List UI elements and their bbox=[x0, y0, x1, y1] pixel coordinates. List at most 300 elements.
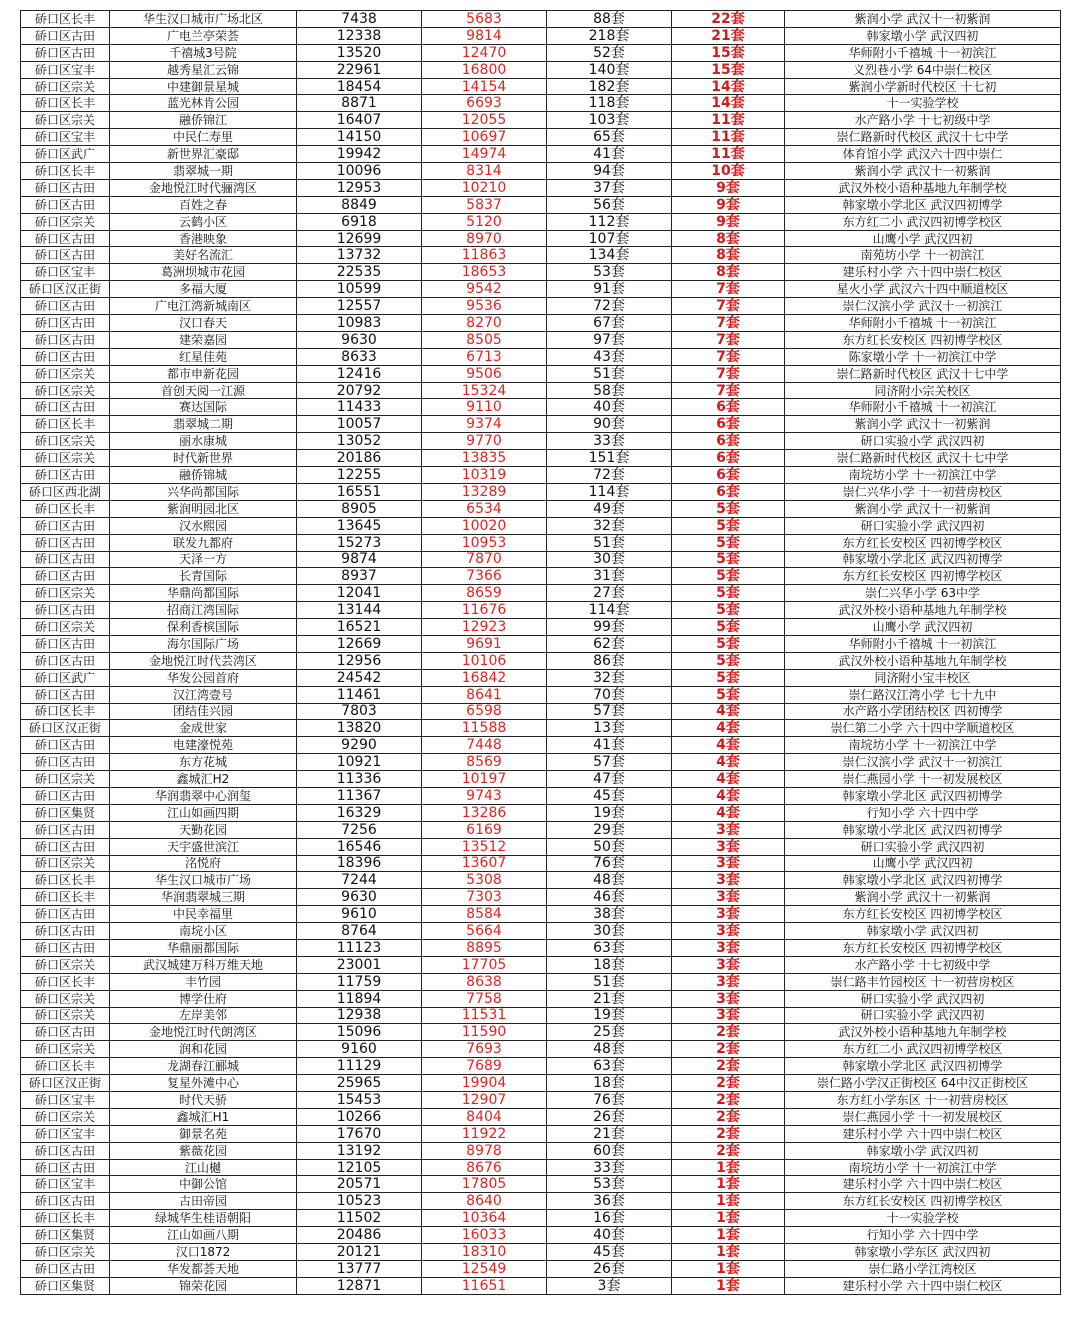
listing-count-cell: 30套 bbox=[547, 923, 672, 940]
recent-deals-cell: 5套 bbox=[672, 500, 785, 517]
listing-price-cell: 7803 bbox=[297, 703, 422, 720]
recent-deals-cell: 11套 bbox=[672, 146, 785, 163]
table-row bbox=[21, 27, 1061, 44]
recent-deals-cell: 4套 bbox=[672, 754, 785, 771]
listing-price-cell: 14150 bbox=[297, 129, 422, 146]
listing-count-cell: 53套 bbox=[547, 264, 672, 281]
deal-price-cell: 8978 bbox=[422, 1142, 547, 1159]
deal-price-cell: 9374 bbox=[422, 416, 547, 433]
table-row bbox=[21, 923, 1061, 940]
deal-price-cell: 17705 bbox=[422, 956, 547, 973]
listing-price-cell: 11123 bbox=[297, 939, 422, 956]
community-cell: 中民幸福里 bbox=[110, 906, 297, 923]
district-cell: 硚口区古田 bbox=[21, 348, 110, 365]
deal-price-cell: 7758 bbox=[422, 990, 547, 1007]
school-district-cell: 紫润小学 武汉十一初紫润 bbox=[785, 163, 1061, 180]
recent-deals-cell: 1套 bbox=[672, 1176, 785, 1193]
table-row bbox=[21, 1058, 1061, 1075]
recent-deals-cell: 6套 bbox=[672, 399, 785, 416]
district-cell: 硚口区古田 bbox=[21, 635, 110, 652]
deal-price-cell: 8270 bbox=[422, 315, 547, 332]
listing-count-cell: 97套 bbox=[547, 331, 672, 348]
community-cell: 中建御景星城 bbox=[110, 78, 297, 95]
listing-count-cell: 47套 bbox=[547, 771, 672, 788]
recent-deals-cell: 5套 bbox=[672, 517, 785, 534]
listing-count-cell: 41套 bbox=[547, 146, 672, 163]
table-row bbox=[21, 264, 1061, 281]
listing-price-cell: 13777 bbox=[297, 1260, 422, 1277]
district-cell: 硚口区宗关 bbox=[21, 1108, 110, 1125]
school-district-cell: 东方红长安校区 四初博学校区 bbox=[785, 1193, 1061, 1210]
deal-price-cell: 7693 bbox=[422, 1041, 547, 1058]
table-row bbox=[21, 281, 1061, 298]
deal-price-cell: 13607 bbox=[422, 855, 547, 872]
deal-price-cell: 9770 bbox=[422, 433, 547, 450]
deal-price-cell: 11531 bbox=[422, 1007, 547, 1024]
recent-deals-cell: 5套 bbox=[672, 635, 785, 652]
table-row bbox=[21, 669, 1061, 686]
district-cell: 硚口区宗关 bbox=[21, 365, 110, 382]
recent-deals-cell: 1套 bbox=[672, 1244, 785, 1261]
school-district-cell: 研口实验小学 武汉四初 bbox=[785, 990, 1061, 1007]
community-cell: 复星外滩中心 bbox=[110, 1075, 297, 1092]
listing-price-cell: 7438 bbox=[297, 11, 422, 28]
recent-deals-cell: 6套 bbox=[672, 450, 785, 467]
listing-count-cell: 90套 bbox=[547, 416, 672, 433]
listing-price-cell: 18454 bbox=[297, 78, 422, 95]
community-cell: 华润翡翠中心润玺 bbox=[110, 787, 297, 804]
table-row bbox=[21, 889, 1061, 906]
school-district-cell: 南苑坊小学 十一初滨江 bbox=[785, 247, 1061, 264]
community-cell: 兴华尚都国际 bbox=[110, 483, 297, 500]
deal-price-cell: 9814 bbox=[422, 27, 547, 44]
community-cell: 都市申新花园 bbox=[110, 365, 297, 382]
table-row bbox=[21, 1227, 1061, 1244]
deal-price-cell: 18653 bbox=[422, 264, 547, 281]
school-district-cell: 紫润小学 武汉十一初紫润 bbox=[785, 889, 1061, 906]
listing-price-cell: 8764 bbox=[297, 923, 422, 940]
district-cell: 硚口区古田 bbox=[21, 1260, 110, 1277]
recent-deals-cell: 4套 bbox=[672, 737, 785, 754]
table-row bbox=[21, 196, 1061, 213]
recent-deals-cell: 6套 bbox=[672, 416, 785, 433]
listing-price-cell: 12416 bbox=[297, 365, 422, 382]
listing-price-cell: 20186 bbox=[297, 450, 422, 467]
school-district-cell: 星火小学 武汉六十四中顺道校区 bbox=[785, 281, 1061, 298]
district-cell: 硚口区古田 bbox=[21, 27, 110, 44]
district-cell: 硚口区古田 bbox=[21, 568, 110, 585]
district-cell: 硚口区长丰 bbox=[21, 973, 110, 990]
deal-price-cell: 8641 bbox=[422, 686, 547, 703]
district-cell: 硚口区宗关 bbox=[21, 382, 110, 399]
community-cell: 中御公馆 bbox=[110, 1176, 297, 1193]
district-cell: 硚口区古田 bbox=[21, 754, 110, 771]
listing-price-cell: 8905 bbox=[297, 500, 422, 517]
community-cell: 长青国际 bbox=[110, 568, 297, 585]
community-cell: 百姓之春 bbox=[110, 196, 297, 213]
table-row bbox=[21, 838, 1061, 855]
community-cell: 融侨锦江 bbox=[110, 112, 297, 129]
listing-price-cell: 12338 bbox=[297, 27, 422, 44]
deal-price-cell: 5837 bbox=[422, 196, 547, 213]
school-district-cell: 崇仁路新时代校区 武汉十七中学 bbox=[785, 365, 1061, 382]
listing-price-cell: 18396 bbox=[297, 855, 422, 872]
table-row bbox=[21, 804, 1061, 821]
school-district-cell: 崇仁路新时代校区 武汉十七中学 bbox=[785, 129, 1061, 146]
community-cell: 天宇盛世滨江 bbox=[110, 838, 297, 855]
listing-count-cell: 51套 bbox=[547, 973, 672, 990]
deal-price-cell: 10106 bbox=[422, 652, 547, 669]
listing-price-cell: 12953 bbox=[297, 179, 422, 196]
listing-count-cell: 16套 bbox=[547, 1210, 672, 1227]
table-row bbox=[21, 450, 1061, 467]
listing-price-cell: 15096 bbox=[297, 1024, 422, 1041]
school-district-cell: 东方红二小 武汉四初博学校区 bbox=[785, 213, 1061, 230]
recent-deals-cell: 2套 bbox=[672, 1142, 785, 1159]
recent-deals-cell: 7套 bbox=[672, 298, 785, 315]
table-row bbox=[21, 517, 1061, 534]
district-cell: 硚口区宝丰 bbox=[21, 1125, 110, 1142]
recent-deals-cell: 2套 bbox=[672, 1092, 785, 1109]
table-row bbox=[21, 146, 1061, 163]
community-cell: 天勤花园 bbox=[110, 821, 297, 838]
district-cell: 硚口区长丰 bbox=[21, 500, 110, 517]
table-row bbox=[21, 11, 1061, 28]
table-row bbox=[21, 315, 1061, 332]
community-cell: 润和花园 bbox=[110, 1041, 297, 1058]
listing-price-cell: 11894 bbox=[297, 990, 422, 1007]
listing-count-cell: 88套 bbox=[547, 11, 672, 28]
school-district-cell: 十一实验学校 bbox=[785, 1210, 1061, 1227]
listing-count-cell: 56套 bbox=[547, 196, 672, 213]
district-cell: 硚口区古田 bbox=[21, 923, 110, 940]
table-row bbox=[21, 348, 1061, 365]
district-cell: 硚口区古田 bbox=[21, 838, 110, 855]
community-cell: 汉水熙园 bbox=[110, 517, 297, 534]
recent-deals-cell: 7套 bbox=[672, 348, 785, 365]
table-row bbox=[21, 737, 1061, 754]
listing-count-cell: 94套 bbox=[547, 163, 672, 180]
listing-price-cell: 8633 bbox=[297, 348, 422, 365]
deal-price-cell: 13289 bbox=[422, 483, 547, 500]
recent-deals-cell: 14套 bbox=[672, 78, 785, 95]
listing-count-cell: 114套 bbox=[547, 602, 672, 619]
community-cell: 丰竹园 bbox=[110, 973, 297, 990]
recent-deals-cell: 8套 bbox=[672, 264, 785, 281]
deal-price-cell: 16842 bbox=[422, 669, 547, 686]
recent-deals-cell: 4套 bbox=[672, 720, 785, 737]
community-cell: 紫薇花园 bbox=[110, 1142, 297, 1159]
listing-count-cell: 60套 bbox=[547, 1142, 672, 1159]
listing-price-cell: 11461 bbox=[297, 686, 422, 703]
community-cell: 广电江湾新城南区 bbox=[110, 298, 297, 315]
community-cell: 香港映象 bbox=[110, 230, 297, 247]
district-cell: 硚口区古田 bbox=[21, 686, 110, 703]
table-row bbox=[21, 686, 1061, 703]
listing-count-cell: 86套 bbox=[547, 652, 672, 669]
deal-price-cell: 6598 bbox=[422, 703, 547, 720]
school-district-cell: 东方红长安校区 四初博学校区 bbox=[785, 906, 1061, 923]
listing-count-cell: 27套 bbox=[547, 585, 672, 602]
community-cell: 多福大厦 bbox=[110, 281, 297, 298]
community-cell: 中民仁寿里 bbox=[110, 129, 297, 146]
district-cell: 硚口区古田 bbox=[21, 399, 110, 416]
listing-count-cell: 32套 bbox=[547, 669, 672, 686]
deal-price-cell: 8584 bbox=[422, 906, 547, 923]
table-row bbox=[21, 500, 1061, 517]
deal-price-cell: 10319 bbox=[422, 467, 547, 484]
district-cell: 硚口区长丰 bbox=[21, 95, 110, 112]
listing-price-cell: 16546 bbox=[297, 838, 422, 855]
community-cell: 新世界汇豪邸 bbox=[110, 146, 297, 163]
recent-deals-cell: 15套 bbox=[672, 61, 785, 78]
deal-price-cell: 11863 bbox=[422, 247, 547, 264]
community-cell: 金成世家 bbox=[110, 720, 297, 737]
deal-price-cell: 6713 bbox=[422, 348, 547, 365]
deal-price-cell: 13835 bbox=[422, 450, 547, 467]
community-cell: 天泽一方 bbox=[110, 551, 297, 568]
listing-price-cell: 13820 bbox=[297, 720, 422, 737]
listing-price-cell: 9874 bbox=[297, 551, 422, 568]
community-cell: 东方花城 bbox=[110, 754, 297, 771]
table-row bbox=[21, 720, 1061, 737]
school-district-cell: 崇仁路小学江湾校区 bbox=[785, 1260, 1061, 1277]
recent-deals-cell: 6套 bbox=[672, 483, 785, 500]
community-cell: 越秀星汇云锦 bbox=[110, 61, 297, 78]
recent-deals-cell: 6套 bbox=[672, 467, 785, 484]
district-cell: 硚口区古田 bbox=[21, 602, 110, 619]
district-cell: 硚口区古田 bbox=[21, 1142, 110, 1159]
listing-count-cell: 38套 bbox=[547, 906, 672, 923]
school-district-cell: 水产路小学 十七初级中学 bbox=[785, 956, 1061, 973]
deal-price-cell: 10364 bbox=[422, 1210, 547, 1227]
deal-price-cell: 9743 bbox=[422, 787, 547, 804]
deal-price-cell: 13286 bbox=[422, 804, 547, 821]
listing-count-cell: 32套 bbox=[547, 517, 672, 534]
listing-price-cell: 9290 bbox=[297, 737, 422, 754]
school-district-cell: 华师附小千禧城 十一初滨江 bbox=[785, 399, 1061, 416]
school-district-cell: 武汉外校小语种基地九年制学校 bbox=[785, 1024, 1061, 1041]
community-cell: 云鹤小区 bbox=[110, 213, 297, 230]
listing-count-cell: 51套 bbox=[547, 365, 672, 382]
school-district-cell: 紫润小学 武汉十一初紫润 bbox=[785, 416, 1061, 433]
deal-price-cell: 7870 bbox=[422, 551, 547, 568]
listing-count-cell: 46套 bbox=[547, 889, 672, 906]
recent-deals-cell: 2套 bbox=[672, 1041, 785, 1058]
table-row bbox=[21, 787, 1061, 804]
listing-count-cell: 151套 bbox=[547, 450, 672, 467]
listing-price-cell: 16407 bbox=[297, 112, 422, 129]
school-district-cell: 崇仁路丰竹园校区 十一初营房校区 bbox=[785, 973, 1061, 990]
recent-deals-cell: 21套 bbox=[672, 27, 785, 44]
table-row bbox=[21, 1007, 1061, 1024]
district-cell: 硚口区古田 bbox=[21, 517, 110, 534]
listing-count-cell: 33套 bbox=[547, 1159, 672, 1176]
recent-deals-cell: 3套 bbox=[672, 973, 785, 990]
listing-count-cell: 48套 bbox=[547, 1041, 672, 1058]
recent-deals-cell: 1套 bbox=[672, 1193, 785, 1210]
district-cell: 硚口区集贤 bbox=[21, 1227, 110, 1244]
community-cell: 翡翠城一期 bbox=[110, 163, 297, 180]
district-cell: 硚口区宗关 bbox=[21, 1041, 110, 1058]
recent-deals-cell: 3套 bbox=[672, 889, 785, 906]
listing-price-cell: 17670 bbox=[297, 1125, 422, 1142]
recent-deals-cell: 9套 bbox=[672, 179, 785, 196]
school-district-cell: 东方红长安校区 四初博学校区 bbox=[785, 331, 1061, 348]
community-cell: 龙湖春江郦城 bbox=[110, 1058, 297, 1075]
listing-price-cell: 11336 bbox=[297, 771, 422, 788]
school-district-cell: 崇仁路新时代校区 武汉十七中学 bbox=[785, 450, 1061, 467]
listing-count-cell: 40套 bbox=[547, 399, 672, 416]
listing-count-cell: 43套 bbox=[547, 348, 672, 365]
listing-count-cell: 52套 bbox=[547, 44, 672, 61]
community-cell: 联发九都府 bbox=[110, 534, 297, 551]
school-district-cell: 武汉外校小语种基地九年制学校 bbox=[785, 179, 1061, 196]
recent-deals-cell: 22套 bbox=[672, 11, 785, 28]
deal-price-cell: 11588 bbox=[422, 720, 547, 737]
community-cell: 首创天阅一江源 bbox=[110, 382, 297, 399]
table-row bbox=[21, 230, 1061, 247]
recent-deals-cell: 5套 bbox=[672, 534, 785, 551]
listing-price-cell: 11502 bbox=[297, 1210, 422, 1227]
district-cell: 硚口区长丰 bbox=[21, 1058, 110, 1075]
school-district-cell: 崇仁燕园小学 十一初发展校区 bbox=[785, 1108, 1061, 1125]
recent-deals-cell: 3套 bbox=[672, 1007, 785, 1024]
deal-price-cell: 7448 bbox=[422, 737, 547, 754]
deal-price-cell: 8638 bbox=[422, 973, 547, 990]
listing-price-cell: 12871 bbox=[297, 1277, 422, 1294]
school-district-cell: 研口实验小学 武汉四初 bbox=[785, 433, 1061, 450]
table-row bbox=[21, 906, 1061, 923]
district-cell: 硚口区古田 bbox=[21, 906, 110, 923]
recent-deals-cell: 5套 bbox=[672, 619, 785, 636]
listing-price-cell: 11129 bbox=[297, 1058, 422, 1075]
listing-count-cell: 134套 bbox=[547, 247, 672, 264]
school-district-cell: 东方红二小 武汉四初博学校区 bbox=[785, 1041, 1061, 1058]
school-district-cell: 行知小学 六十四中学 bbox=[785, 1227, 1061, 1244]
district-cell: 硚口区宗关 bbox=[21, 213, 110, 230]
recent-deals-cell: 5套 bbox=[672, 551, 785, 568]
district-cell: 硚口区古田 bbox=[21, 652, 110, 669]
deal-price-cell: 7366 bbox=[422, 568, 547, 585]
table-row bbox=[21, 619, 1061, 636]
school-district-cell: 崇仁路小学汉正街校区 64中汉正街校区 bbox=[785, 1075, 1061, 1092]
recent-deals-cell: 2套 bbox=[672, 1108, 785, 1125]
recent-deals-cell: 1套 bbox=[672, 1210, 785, 1227]
district-cell: 硚口区宝丰 bbox=[21, 61, 110, 78]
table-row bbox=[21, 213, 1061, 230]
deal-price-cell: 14974 bbox=[422, 146, 547, 163]
listing-count-cell: 182套 bbox=[547, 78, 672, 95]
district-cell: 硚口区古田 bbox=[21, 44, 110, 61]
district-cell: 硚口区汉正街 bbox=[21, 1075, 110, 1092]
community-cell: 汉江湾壹号 bbox=[110, 686, 297, 703]
school-district-cell: 崇仁汉滨小学 武汉十一初滨江 bbox=[785, 754, 1061, 771]
listing-price-cell: 15273 bbox=[297, 534, 422, 551]
recent-deals-cell: 9套 bbox=[672, 196, 785, 213]
recent-deals-cell: 7套 bbox=[672, 382, 785, 399]
community-cell: 华鼎丽都国际 bbox=[110, 939, 297, 956]
community-cell: 左岸美邻 bbox=[110, 1007, 297, 1024]
recent-deals-cell: 3套 bbox=[672, 821, 785, 838]
table-row bbox=[21, 602, 1061, 619]
table-row bbox=[21, 467, 1061, 484]
recent-deals-cell: 1套 bbox=[672, 1260, 785, 1277]
district-cell: 硚口区古田 bbox=[21, 331, 110, 348]
deal-price-cell: 10020 bbox=[422, 517, 547, 534]
table-row bbox=[21, 771, 1061, 788]
table-row bbox=[21, 112, 1061, 129]
table-row bbox=[21, 821, 1061, 838]
district-cell: 硚口区宗关 bbox=[21, 450, 110, 467]
listing-price-cell: 20486 bbox=[297, 1227, 422, 1244]
recent-deals-cell: 1套 bbox=[672, 1227, 785, 1244]
district-cell: 硚口区古田 bbox=[21, 196, 110, 213]
district-cell: 硚口区古田 bbox=[21, 1159, 110, 1176]
table-row bbox=[21, 163, 1061, 180]
listing-count-cell: 57套 bbox=[547, 703, 672, 720]
school-district-cell: 水产路小学团结校区 四初博学 bbox=[785, 703, 1061, 720]
listing-count-cell: 36套 bbox=[547, 1193, 672, 1210]
listing-price-cell: 10599 bbox=[297, 281, 422, 298]
listing-count-cell: 103套 bbox=[547, 112, 672, 129]
school-district-cell: 同济附小宝丰校区 bbox=[785, 669, 1061, 686]
community-cell: 电建濠悦苑 bbox=[110, 737, 297, 754]
deal-price-cell: 10953 bbox=[422, 534, 547, 551]
listing-count-cell: 37套 bbox=[547, 179, 672, 196]
listing-price-cell: 12105 bbox=[297, 1159, 422, 1176]
listing-price-cell: 13192 bbox=[297, 1142, 422, 1159]
listing-count-cell: 19套 bbox=[547, 1007, 672, 1024]
table-row bbox=[21, 872, 1061, 889]
deal-price-cell: 8314 bbox=[422, 163, 547, 180]
listing-price-cell: 7244 bbox=[297, 872, 422, 889]
district-cell: 硚口区集贤 bbox=[21, 804, 110, 821]
deal-price-cell: 10197 bbox=[422, 771, 547, 788]
school-district-cell: 南垸坊小学 十一初滨江中学 bbox=[785, 737, 1061, 754]
listing-price-cell: 10266 bbox=[297, 1108, 422, 1125]
recent-deals-cell: 3套 bbox=[672, 838, 785, 855]
listing-count-cell: 67套 bbox=[547, 315, 672, 332]
community-cell: 蓝光林肯公园 bbox=[110, 95, 297, 112]
recent-deals-cell: 5套 bbox=[672, 669, 785, 686]
listing-price-cell: 10983 bbox=[297, 315, 422, 332]
table-row bbox=[21, 1041, 1061, 1058]
school-district-cell: 紫润小学 武汉十一初紫润 bbox=[785, 11, 1061, 28]
community-cell: 翡翠城二期 bbox=[110, 416, 297, 433]
listing-count-cell: 45套 bbox=[547, 1244, 672, 1261]
listing-price-cell: 8871 bbox=[297, 95, 422, 112]
listing-count-cell: 57套 bbox=[547, 754, 672, 771]
listing-count-cell: 49套 bbox=[547, 500, 672, 517]
school-district-cell: 建乐村小学 六十四中崇仁校区 bbox=[785, 264, 1061, 281]
district-cell: 硚口区长丰 bbox=[21, 11, 110, 28]
community-cell: 华发公园首府 bbox=[110, 669, 297, 686]
table-row bbox=[21, 703, 1061, 720]
deal-price-cell: 16800 bbox=[422, 61, 547, 78]
district-cell: 硚口区宝丰 bbox=[21, 1092, 110, 1109]
table-row bbox=[21, 298, 1061, 315]
community-cell: 江山如画八期 bbox=[110, 1227, 297, 1244]
deal-price-cell: 16033 bbox=[422, 1227, 547, 1244]
school-district-cell: 山鹰小学 武汉四初 bbox=[785, 619, 1061, 636]
listing-price-cell: 13520 bbox=[297, 44, 422, 61]
school-district-cell: 华师附小千禧城 十一初滨江 bbox=[785, 315, 1061, 332]
deal-price-cell: 8569 bbox=[422, 754, 547, 771]
listing-price-cell: 12699 bbox=[297, 230, 422, 247]
recent-deals-cell: 4套 bbox=[672, 804, 785, 821]
listing-count-cell: 18套 bbox=[547, 1075, 672, 1092]
